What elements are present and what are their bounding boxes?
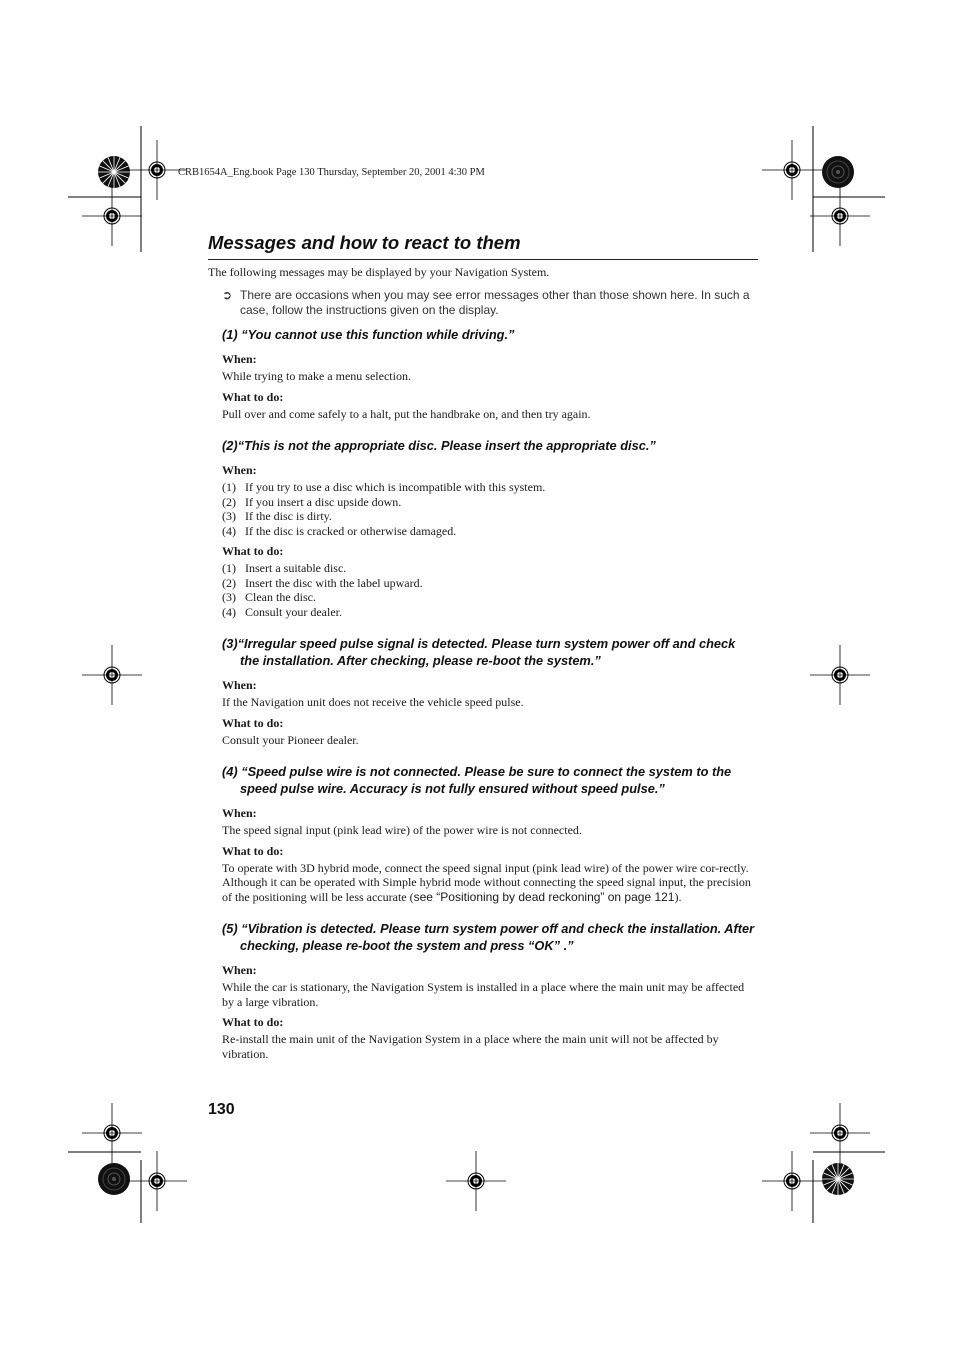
- list-item: (3) If the disc is dirty.: [222, 509, 332, 523]
- what-to-do-label: What to do:: [222, 389, 284, 404]
- message-list: [222, 324, 756, 1067]
- when-label: When:: [222, 678, 257, 692]
- when-label: When:: [222, 963, 257, 977]
- when-text: The speed signal input (pink lead wire) of the power wire is not connected.: [222, 823, 582, 837]
- list-item: (1) Insert a suitable disc.: [222, 561, 347, 575]
- message-heading: (2)“This is not the appropriate disc. Please insert the appropriate disc.”: [222, 438, 656, 453]
- when-text: If the Navigation unit does not receive the vehicle speed pulse.: [222, 695, 524, 709]
- print-header-info: CRB1654A_Eng.book Page 130 Thursday, September 20, 2001 4:30 PM: [178, 167, 485, 178]
- list-item: (2) If you insert a disc upside down.: [222, 494, 402, 509]
- message-heading: (5) “Vibration is detected. Please turn system power off and check the installation. After checking, please re-boot the system and press “OK” .”: [222, 921, 755, 953]
- page-number: 130: [208, 1101, 235, 1118]
- when-text: While trying to make a menu selection.: [222, 369, 411, 383]
- note: [222, 288, 758, 318]
- arrow-right-icon: ➲: [222, 288, 233, 302]
- message-section-4: [222, 763, 756, 904]
- message-section-2: [222, 437, 756, 619]
- what-to-do-text: Pull over and come safely to a halt, put the handbrake on, and then try again.: [222, 406, 591, 421]
- what-to-do-label: What to do:: [222, 1015, 284, 1029]
- page-title: Messages and how to react to them: [208, 232, 521, 253]
- message-section-5: [222, 920, 756, 1061]
- when-label: When:: [222, 352, 257, 366]
- list-item: (2) Insert the disc with the label upward.: [222, 575, 423, 590]
- what-to-do-text: To operate with 3D hybrid mode, connect the speed signal input (pink lead wire) of the power wire cor-rectly. Although it can be operated with Simple hybrid mode without connecting the speed signal input, the precision of the positioning will be less accurate (see “Positioning by dead reckoning” on page 121).: [222, 860, 751, 904]
- what-to-do-label: What to do:: [222, 544, 284, 558]
- message-heading: (3)“Irregular speed pulse signal is detected. Please turn system power off and check the installation. After checking, please re-boot the system.”: [222, 636, 736, 668]
- list-item: (4) If the disc is cracked or otherwise damaged.: [222, 523, 457, 538]
- note-text: There are occasions when you may see error messages other than those shown here. In such a case, follow the instructions given on the display.: [240, 288, 750, 317]
- when-label: When:: [222, 463, 257, 477]
- what-to-do-text: Consult your Pioneer dealer.: [222, 732, 359, 747]
- list-item: (1) If you try to use a disc which is incompatible with this system.: [222, 480, 546, 494]
- what-to-do-text: Re-install the main unit of the Navigation System in a place where the main unit will not be affected by vibration.: [222, 1032, 719, 1061]
- what-to-do-list: [222, 561, 756, 619]
- when-list: [222, 480, 756, 538]
- list-item: (3) Clean the disc.: [222, 590, 316, 604]
- page-reference: see “Positioning by dead reckoning” on page 121: [413, 889, 675, 904]
- title-divider: [208, 259, 758, 260]
- what-to-do-label: What to do:: [222, 843, 284, 858]
- message-heading: (4) “Speed pulse wire is not connected. Please be sure to connect the system to the speed pulse wire. Accuracy is not fully ensured without speed pulse.”: [222, 764, 732, 796]
- what-to-do-label: What to do:: [222, 715, 284, 730]
- when-label: When:: [222, 806, 257, 820]
- message-section-1: [222, 326, 756, 421]
- message-section-3: [222, 635, 756, 747]
- when-text: While the car is stationary, the Navigation System is installed in a place where the main unit may be affected by a large vibration.: [222, 980, 745, 1009]
- message-heading: (1) “You cannot use this function while driving.”: [222, 327, 515, 342]
- list-item: (4) Consult your dealer.: [222, 604, 342, 619]
- intro-text: The following messages may be displayed by your Navigation System.: [208, 265, 550, 279]
